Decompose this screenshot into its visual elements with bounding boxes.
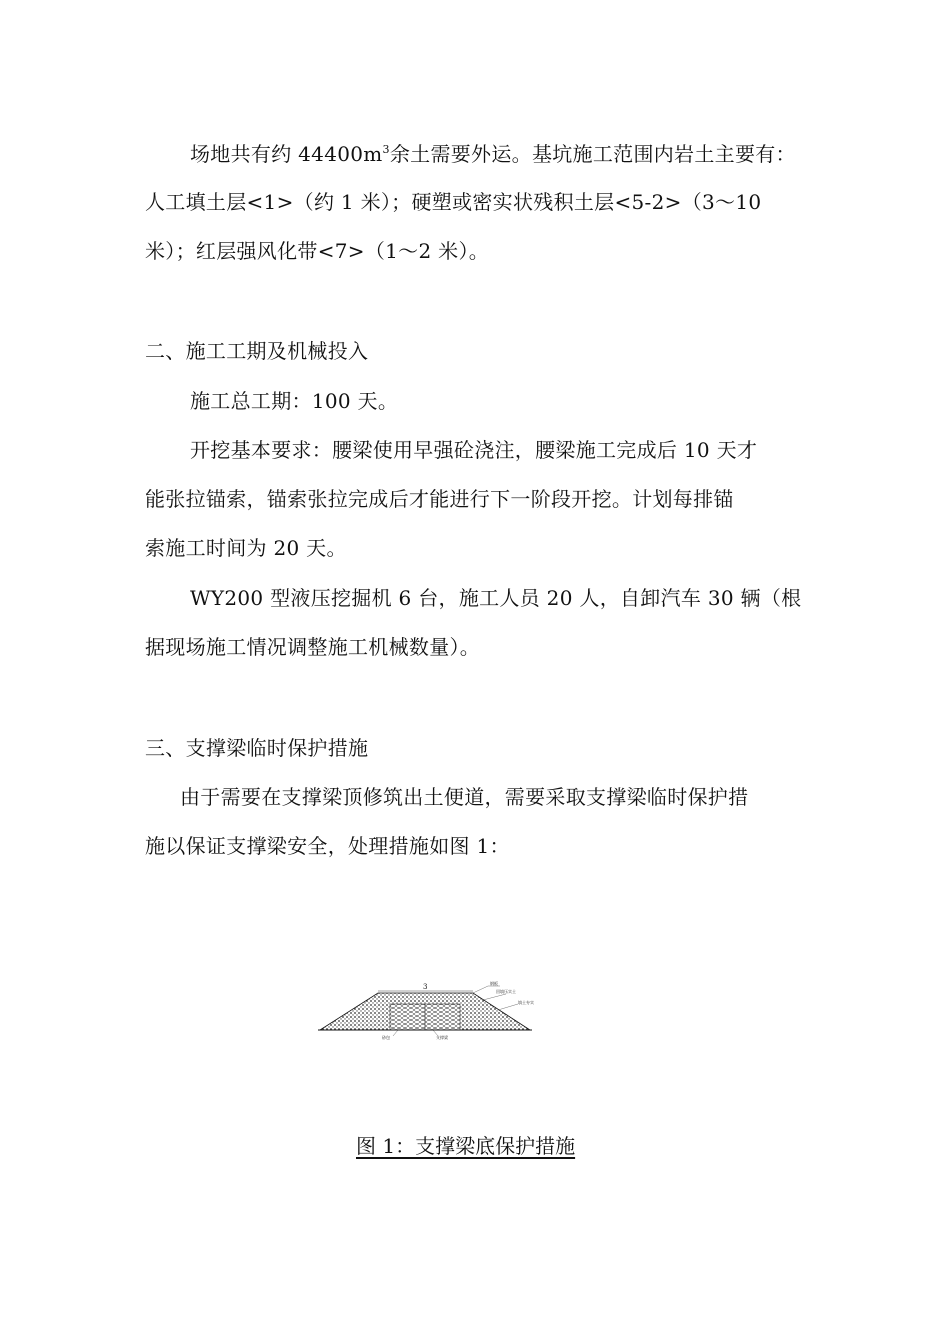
label-beam: 支撑梁 (436, 1035, 448, 1040)
figure-caption: 图 1：支撑梁底保护措施 (356, 1134, 576, 1158)
duration-line: 施工总工期：100 天。 (190, 389, 399, 413)
para1-line1 (190, 140, 870, 168)
requirements-line2: 能张拉锚索，锚索张拉完成后才能进行下一阶段开挖。计划每排锚 (145, 487, 734, 511)
para1-line3: 米）；红层强风化带<7>（1～2 米）。 (145, 239, 490, 263)
label-sand: 砂包 (382, 1035, 390, 1040)
label-steel: 钢板 (490, 981, 498, 986)
para1-line2: 人工填土层<1>（约 1 米）；硬塑或密实状残积土层<5-2>（3～10 (145, 190, 762, 214)
section2-heading: 二、施工工期及机械投入 (145, 339, 369, 363)
label-earth: 填土夯实 (518, 1000, 534, 1005)
superscript: 3 (382, 143, 390, 156)
requirements-line1: 开挖基本要求：腰梁使用早强砼浇注，腰梁施工完成后 10 天才 (190, 438, 758, 462)
equipment-line2: 据现场施工情况调整施工机械数量）。 (145, 635, 481, 659)
beam-protection-diagram (318, 980, 558, 1040)
section3-line2: 施以保证支撑梁安全，处理措施如图 1： (145, 834, 510, 858)
text: 余土需要外运。基坑施工范围内岩土主要有： (389, 142, 796, 166)
dimension-label: 3 (423, 983, 428, 991)
text: 场地共有约 44400m (190, 142, 383, 166)
equipment-line1: WY200 型液压挖掘机 6 台，施工人员 20 人，自卸汽车 30 辆（根 (190, 586, 802, 610)
section3-line1: 由于需要在支撑梁顶修筑出土便道，需要采取支撑梁临时保护措 (180, 785, 749, 809)
section3-heading: 三、支撑梁临时保护措施 (145, 736, 369, 760)
requirements-line3: 索施工时间为 20 天。 (145, 536, 347, 560)
label-fill: 回填压实土 (496, 989, 516, 994)
